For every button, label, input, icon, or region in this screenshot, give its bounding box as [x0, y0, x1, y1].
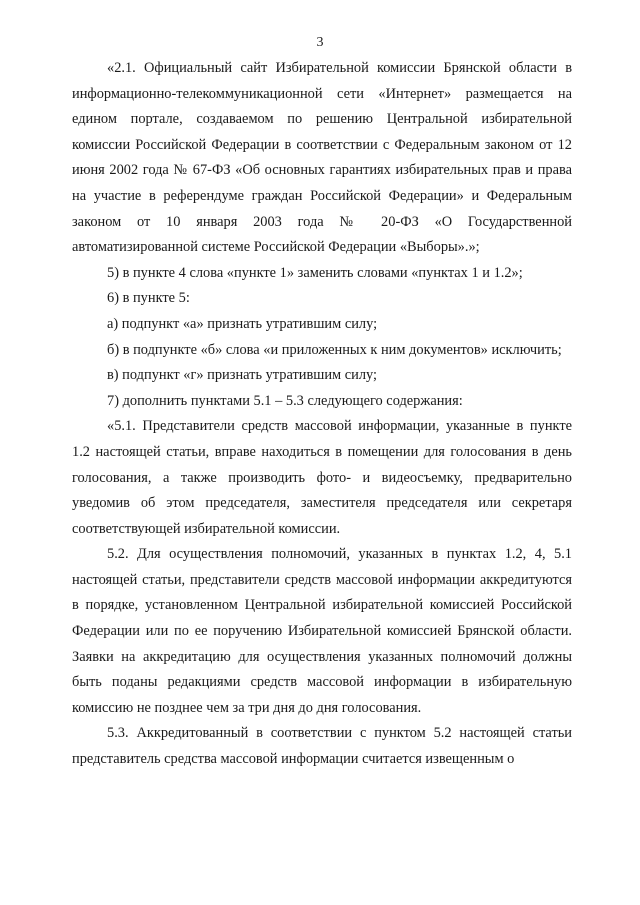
paragraph-subitem-b: б) в подпункте «б» слова «и приложенных к ним документов» исключить; [107, 341, 562, 358]
page-number: 3 [316, 35, 324, 50]
paragraph-subitem-v: в) подпункт «г» признать утратившим силу; [107, 367, 378, 384]
paragraph-item-6: 6) в пункте 5: [107, 290, 190, 307]
paragraph-5-1: «5.1. Представители средств массовой информации, указанные в пункте 1.2 настоящей статьи, вправе находиться в помещении для голосования в день голосования, а также производить фото- и видеосъемку, предварительно уведомив об этом председателя, заместителя председателя или секретаря соответствующей избирательной комиссии. [72, 418, 572, 537]
paragraph-item-5: 5) в пункте 4 слова «пункте 1» заменить словами «пунктах 1 и 1.2»; [107, 264, 523, 281]
document-body [72, 56, 572, 773]
paragraph-5-3: 5.3. Аккредитованный в соответствии с пунктом 5.2 настоящей статьи представитель средства массовой информации считается извещенным о [72, 725, 572, 768]
paragraph-subitem-a: а) подпункт «а» признать утратившим силу; [107, 315, 378, 332]
paragraph-5-2: 5.2. Для осуществления полномочий, указанных в пунктах 1.2, 4, 5.1 настоящей статьи, представители средств массовой информации аккредитуются в порядке, установленном Центральной избирательной комиссией Российской Федерации или по ее поручению Избирательной комиссией Брянской области. Заявки на аккредитацию для осуществления указанных полномочий должны быть поданы редакциями средств массовой информации в избирательную комиссию не позднее чем за три дня до дня голосования. [72, 546, 572, 716]
paragraph-item-7: 7) дополнить пунктами 5.1 – 5.3 следующего содержания: [107, 392, 463, 409]
paragraph-2-1-website: «2.1. Официальный сайт Избирательной комиссии Брянской области в информационно-телекоммуникационной сети «Интернет» размещается на едином портале, создаваемом по решению Центральной избирательной комиссии Российской Федерации в соответствии с Федеральным законом от 12 июня 2002 года № 67-ФЗ «Об основных гарантиях избирательных прав и права на участие в референдуме граждан Российской Федерации» и Федеральным законом от 10 января 2003 года № 20-ФЗ «О Государственной автоматизированной системе Российской Федерации «Выборы».»; [72, 60, 572, 256]
